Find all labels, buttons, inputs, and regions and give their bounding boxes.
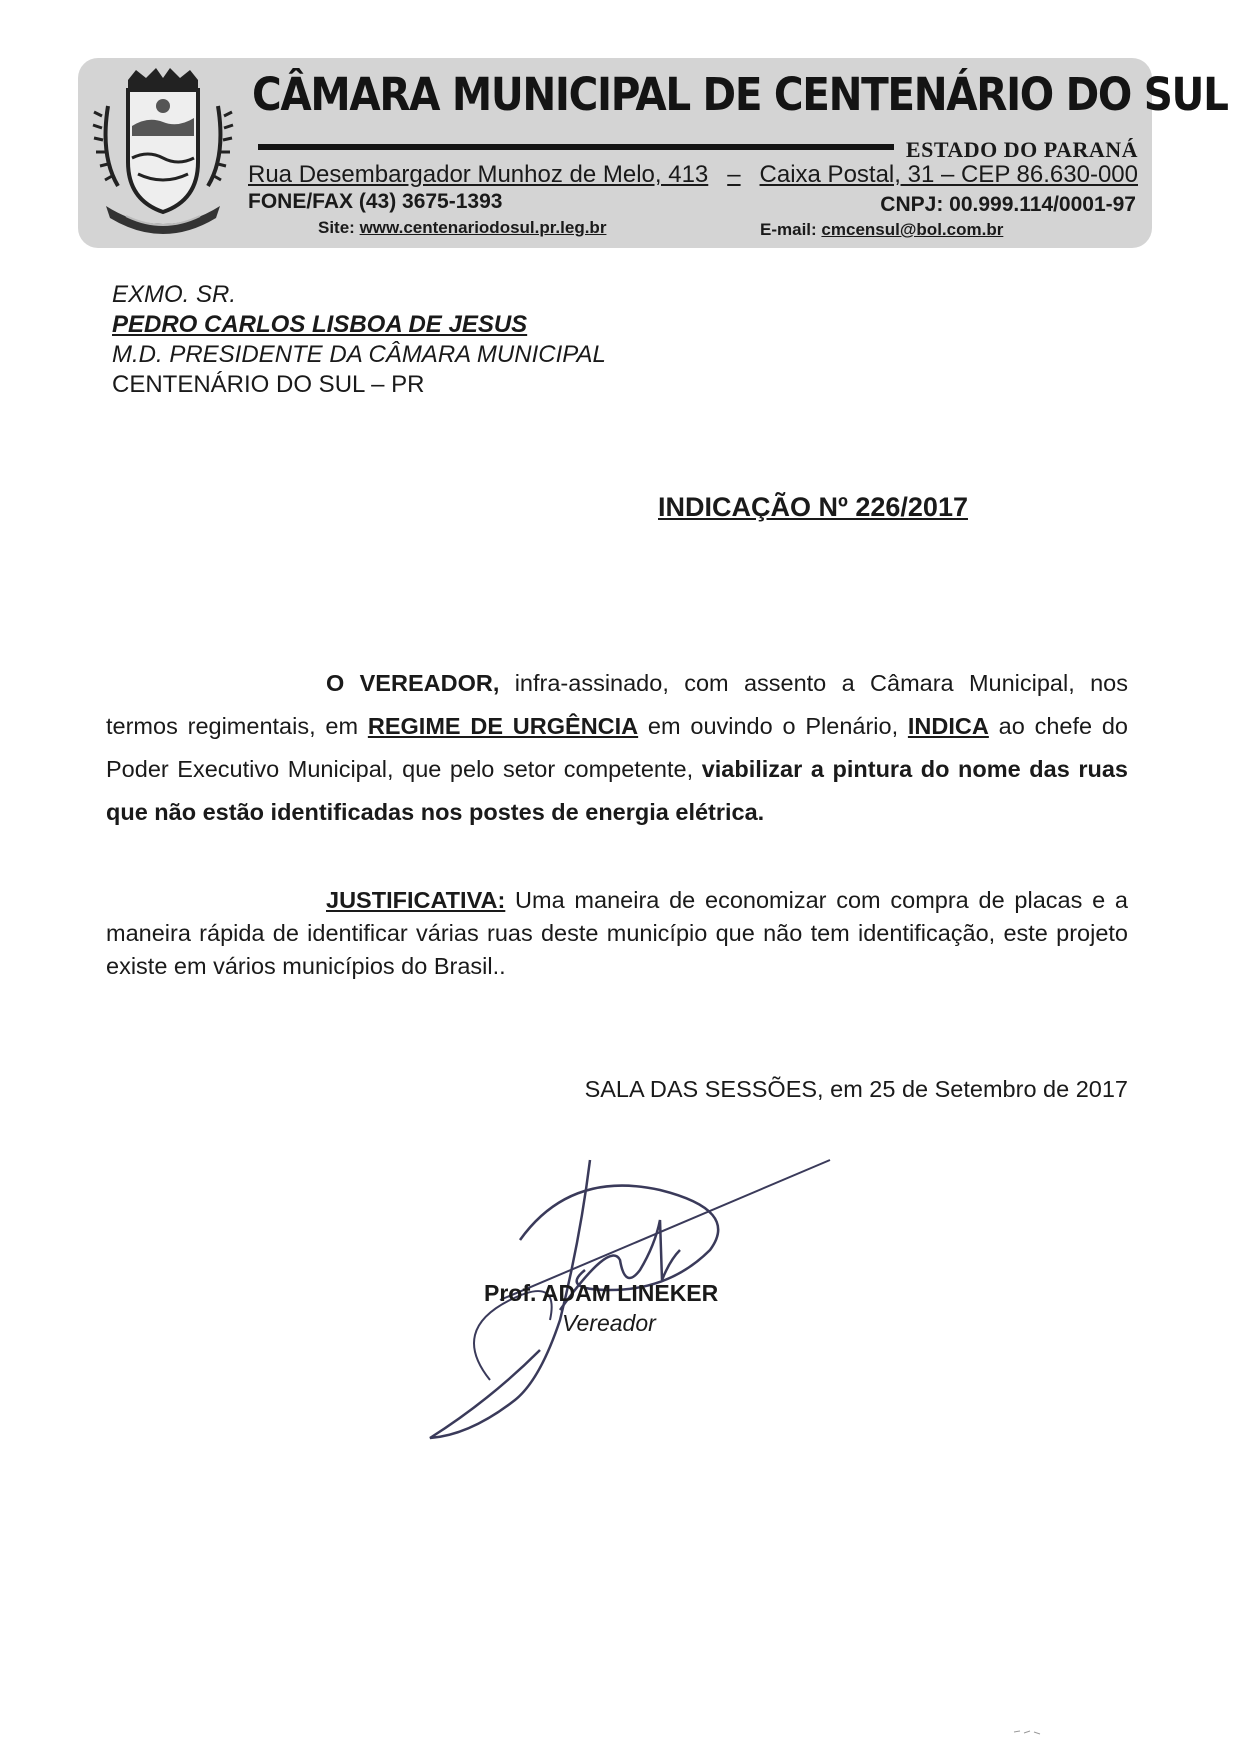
- address-separator: –: [727, 161, 741, 188]
- cnpj: CNPJ: 00.999.114/0001-97: [880, 193, 1136, 216]
- header-rule: [258, 144, 894, 150]
- site-line: [318, 218, 606, 238]
- justification-paragraph: [106, 884, 1128, 983]
- recipient-block: [112, 280, 606, 400]
- recipient-role: M.D. PRESIDENTE DA CÂMARA MUNICIPAL: [112, 341, 606, 368]
- indication-paragraph: O VEREADOR, infra-assinado, com assento a Câmara Municipal, nos termos regimentais, em REGIME DE URGÊNCIA em ouvindo o Plenário, INDICA ao chefe do Poder Executivo Municipal, que pelo setor competente, viabilizar a pintura do nome das ruas que não estão identificadas nos postes de energia elétrica.: [106, 670, 1129, 825]
- site-link[interactable]: www.centenariodosul.pr.leg.br: [359, 218, 607, 237]
- chamber-name: CÂMARA MUNICIPAL DE CENTENÁRIO DO SUL: [252, 68, 1228, 121]
- session-dateline: SALA DAS SESSÕES, em 25 de Setembro de 2017: [584, 1076, 1128, 1102]
- postal-box: Caixa Postal, 31 – CEP 86.630-000: [759, 161, 1138, 188]
- email-line: [760, 220, 1003, 240]
- justification-text: Uma maneira de economizar com compra de placas e a maneira rápida de identificar várias ruas deste município que não tem identificação, este projeto existe em vários municípios do Brasil..: [106, 887, 1128, 979]
- urgency-regime: REGIME DE URGÊNCIA: [367, 713, 639, 739]
- recipient-place: CENTENÁRIO DO SUL – PR: [112, 371, 425, 398]
- signer-role: Vereador: [562, 1310, 656, 1336]
- address-line: [248, 161, 1138, 189]
- justification-label: JUSTIFICATIVA:: [326, 887, 506, 913]
- email-label: E-mail:: [760, 220, 817, 239]
- scan-speck: [1012, 1726, 1042, 1738]
- recipient-name: PEDRO CARLOS LISBOA DE JESUS: [112, 311, 528, 338]
- street-address: Rua Desembargador Munhoz de Melo, 413: [248, 161, 709, 188]
- signer-name: Prof. ADAM LINEKER: [484, 1280, 719, 1306]
- phone-fax: FONE/FAX (43) 3675-1393: [248, 190, 503, 213]
- vereador-lead: O VEREADOR,: [326, 670, 500, 696]
- site-label: Site:: [318, 218, 355, 237]
- indica-keyword: INDICA: [907, 713, 989, 739]
- coat-of-arms-icon: [88, 66, 238, 240]
- email-link[interactable]: cmcensul@bol.com.br: [821, 220, 1004, 239]
- document-title: INDICAÇÃO Nº 226/2017: [658, 492, 968, 522]
- letterhead: [78, 58, 1228, 248]
- request-text: viabilizar a pintura do nome das ruas que não estão identificadas nos postes de energia elétrica.: [106, 756, 1128, 825]
- state-name: ESTADO DO PARANÁ: [905, 137, 1138, 162]
- salutation: EXMO. SR.: [112, 281, 237, 308]
